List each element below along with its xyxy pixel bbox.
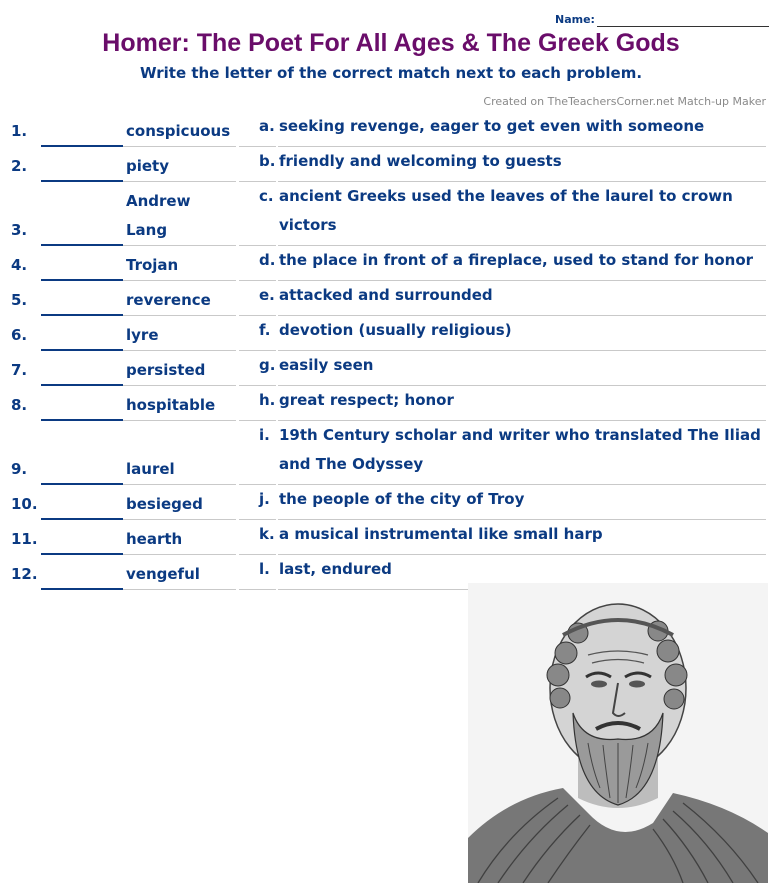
vocab-word-text: piety [126,157,170,175]
vocab-word [123,112,236,147]
name-field [555,9,769,27]
credit-line: Created on TheTeachersCorner.net Match-up Maker [483,95,766,108]
vocab-word [123,386,236,421]
choice-letter: e. [239,281,276,316]
worksheet-instructions: Write the letter of the correct match next to each problem. [139,64,643,82]
vocab-word [123,246,236,281]
vocab-word-text: hearth [126,530,183,548]
matchup-row [0,485,776,520]
matchup-row [0,520,776,555]
matchup-row [0,112,776,147]
choice-definition: attacked and surrounded [278,281,766,316]
problem-number: 10. [11,495,38,513]
matchup-list [0,112,776,590]
vocab-word-text: besieged [126,495,203,513]
choice-definition: the place in front of a fireplace, used to stand for honor [278,246,766,281]
choice-definition: great respect; honor [278,386,766,421]
matchup-row [0,351,776,386]
choice-letter: i. [239,421,276,485]
choice-letter: d. [239,246,276,281]
matchup-row [0,421,776,485]
vocab-word-text: vengeful [126,565,200,583]
problem-number: 12. [11,565,38,583]
problem-number: 3. [11,221,28,239]
name-label: Name: [555,13,595,26]
choice-definition: friendly and welcoming to guests [278,147,766,182]
problem-number: 11. [11,530,38,548]
choice-definition: seeking revenge, eager to get even with someone [278,112,766,147]
matchup-row [0,182,776,246]
problem-number: 5. [11,291,28,309]
answer-blank[interactable] [41,588,123,590]
vocab-word-text: lyre [126,326,159,344]
vocab-word-text: conspicuous [126,122,231,140]
vocab-word-line: Lang [126,221,168,239]
matchup-row [0,316,776,351]
homer-portrait-image [468,583,768,883]
problem-number: 9. [11,460,28,478]
vocab-word [123,520,236,555]
problem-number: 2. [11,157,28,175]
choice-definition: devotion (usually religious) [278,316,766,351]
name-blank-line[interactable] [597,12,769,27]
vocab-word-text: reverence [126,291,211,309]
problem-number: 1. [11,122,28,140]
choice-definition: a musical instrumental like small harp [278,520,766,555]
choice-letter: a. [239,112,276,147]
problem-number: 7. [11,361,28,379]
homer-bust-engraving [468,583,768,883]
choice-letter: f. [239,316,276,351]
vocab-word [123,421,236,485]
choice-definition: 19th Century scholar and writer who translated The Iliad and The Odyssey [278,421,766,485]
vocab-word [123,316,236,351]
vocab-word [123,281,236,316]
vocab-word [123,351,236,386]
choice-letter: k. [239,520,276,555]
choice-letter: h. [239,386,276,421]
vocab-word [123,485,236,520]
vocab-word [123,555,236,590]
choice-definition: easily seen [278,351,766,386]
vocab-word-text: persisted [126,361,206,379]
vocab-word-text: Trojan [126,256,179,274]
matchup-row [0,386,776,421]
choice-definition: the people of the city of Troy [278,485,766,520]
matchup-row [0,147,776,182]
choice-definition: last, endured [278,555,766,590]
matchup-row [0,281,776,316]
vocab-word-text: laurel [126,460,175,478]
vocab-word-line: Andrew [126,192,191,210]
vocab-word-text: hospitable [126,396,216,414]
vocab-word [123,147,236,182]
choice-letter: c. [239,182,276,246]
worksheet-title: Homer: The Poet For All Ages & The Greek Gods [102,29,680,57]
choice-definition: ancient Greeks used the leaves of the laurel to crown victors [278,182,766,246]
problem-number: 6. [11,326,28,344]
matchup-row [0,246,776,281]
choice-letter: b. [239,147,276,182]
problem-number: 8. [11,396,28,414]
problem-number: 4. [11,256,28,274]
choice-letter: g. [239,351,276,386]
vocab-word [123,182,236,246]
choice-letter: l. [239,555,276,590]
choice-letter: j. [239,485,276,520]
